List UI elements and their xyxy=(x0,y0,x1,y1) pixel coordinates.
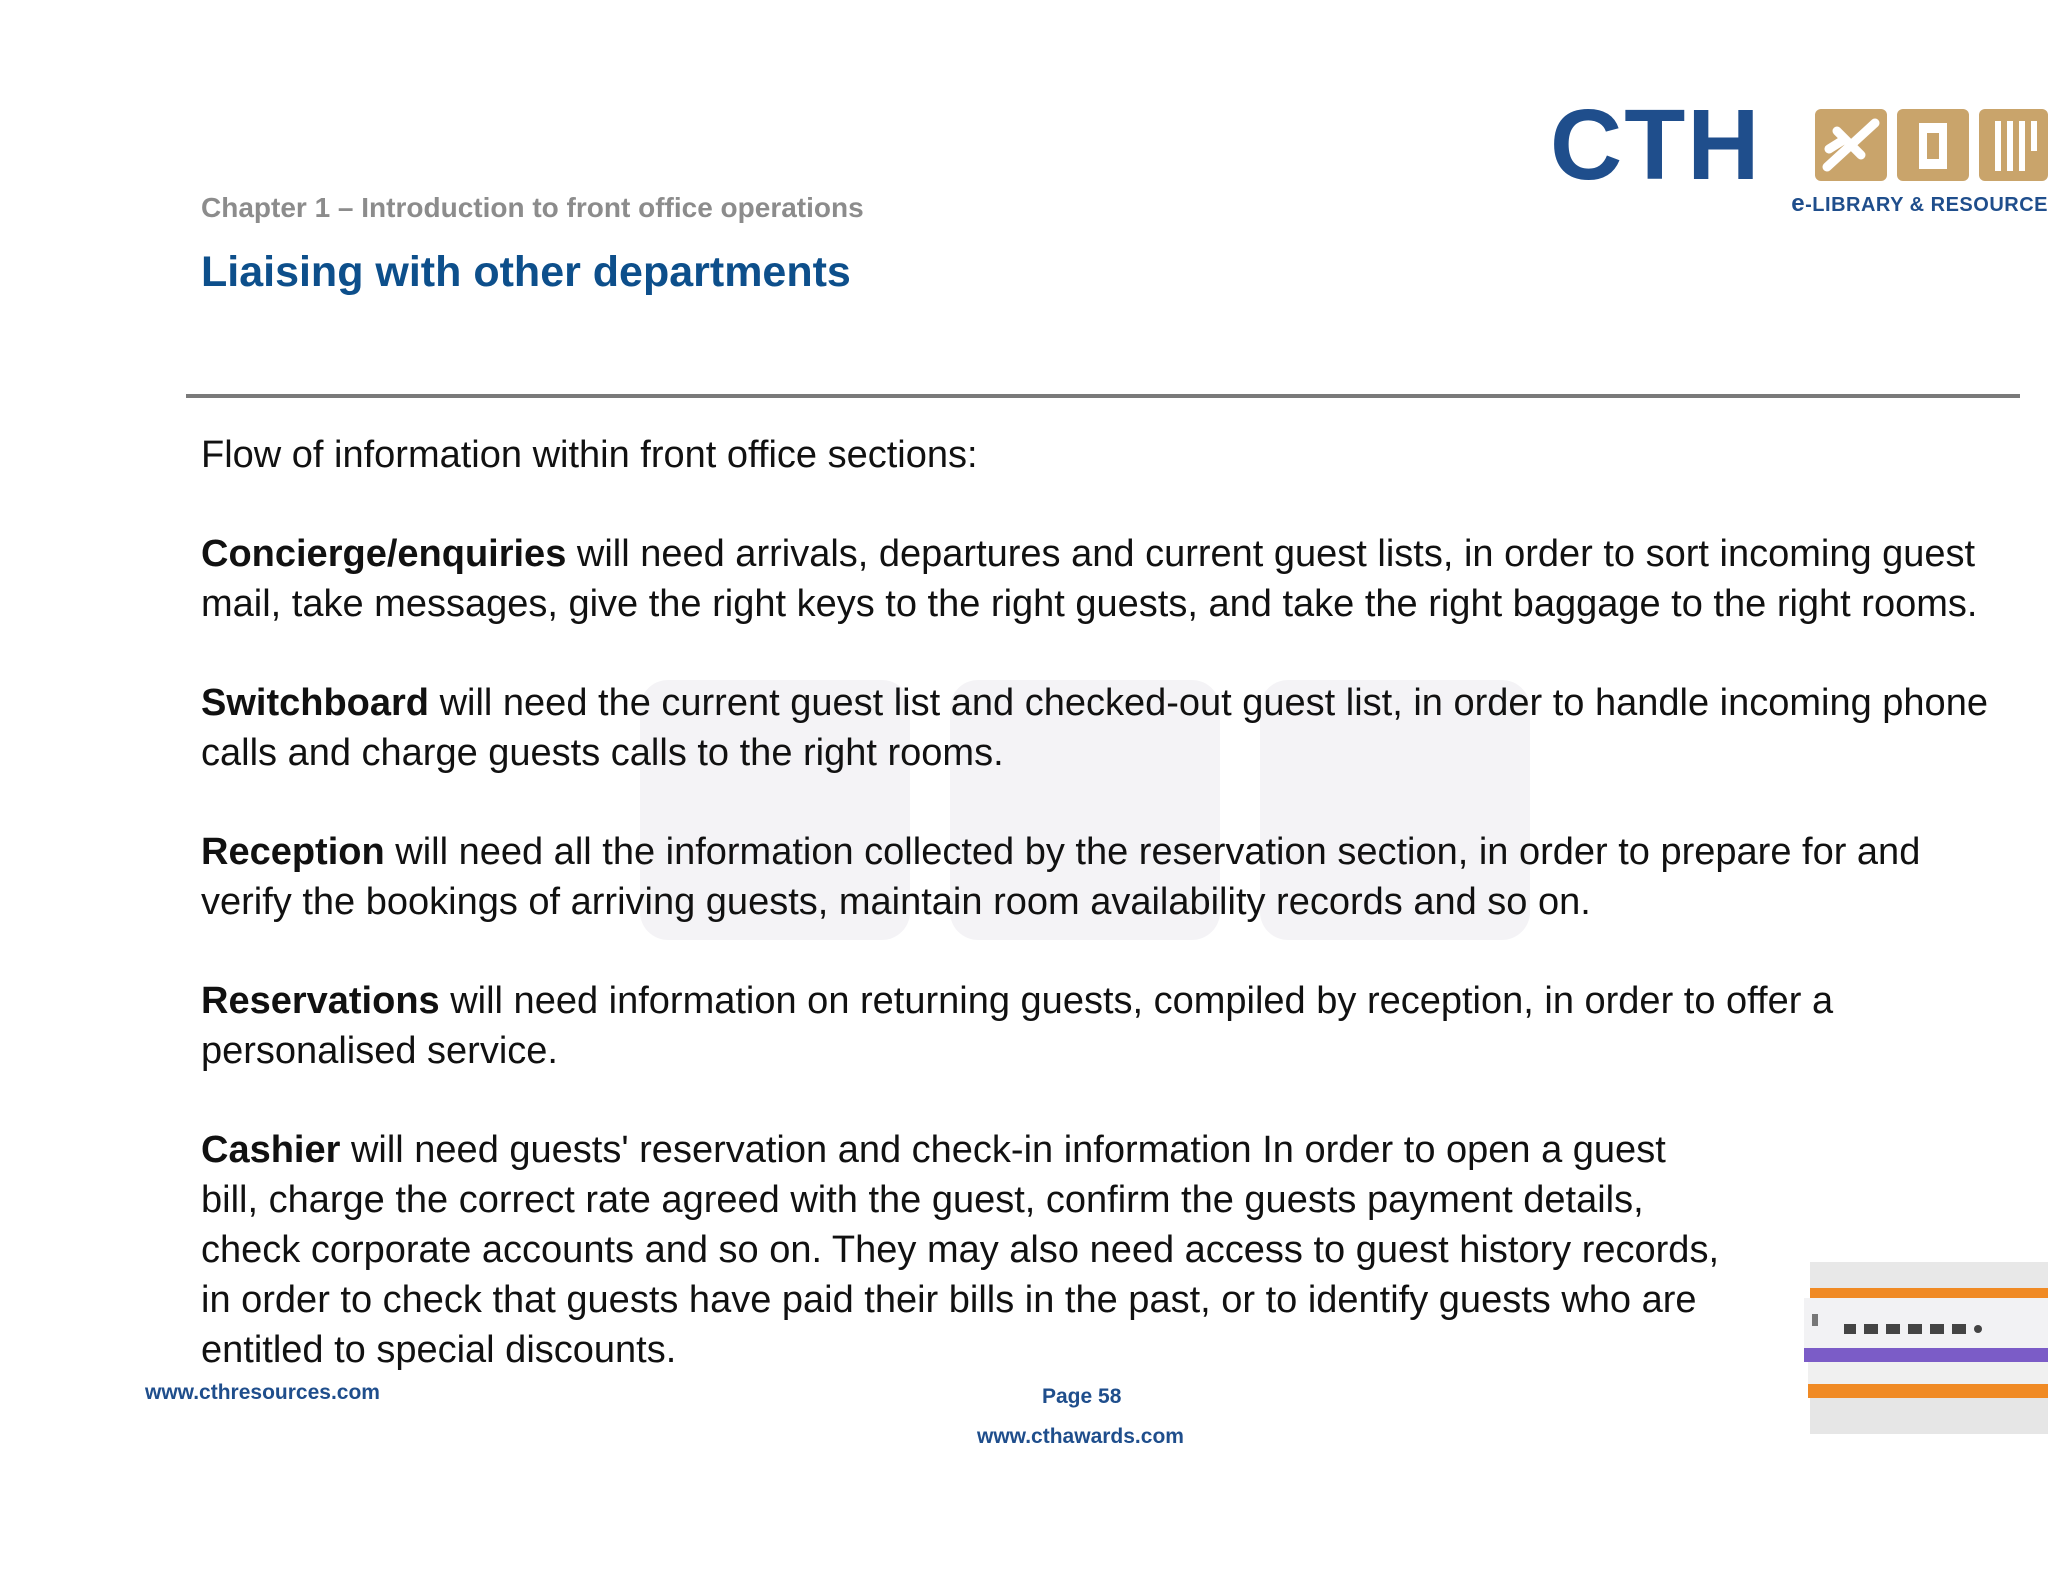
page-number: Page 58 xyxy=(1042,1385,1122,1408)
term-reservations: Reservations xyxy=(201,980,440,1022)
books-stack-icon xyxy=(1800,1262,2048,1434)
chapter-heading: Chapter 1 – Introduction to front office operations xyxy=(201,192,864,223)
paragraph-reception: Reception will need all the information collected by the reservation section, in order to prepare for and verify the bookings of arriving guests, maintain room availability records and so on. xyxy=(201,831,1921,923)
term-concierge: Concierge/enquiries xyxy=(201,533,567,575)
term-reception: Reception xyxy=(201,831,385,873)
term-cashier: Cashier xyxy=(201,1129,341,1171)
header-divider xyxy=(186,394,2020,398)
footer-resources-link[interactable]: www.cthresources.com xyxy=(145,1381,380,1404)
paragraph-concierge: Concierge/enquiries will need arrivals, departures and current guest lists, in order to sort incoming guest mail, take messages, give the right keys to the right guests, and take the right baggage to the right rooms. xyxy=(201,533,1978,625)
body-text xyxy=(201,430,2011,1424)
intro-paragraph: Flow of information within front office sections: xyxy=(201,434,978,476)
page-title: Liaising with other departments xyxy=(201,248,851,296)
paragraph-switchboard: Switchboard will need the current guest list and checked-out guest list, in order to handle incoming phone calls and charge guests calls to the right rooms. xyxy=(201,682,1988,774)
cth-logo xyxy=(1545,89,2048,225)
term-switchboard: Switchboard xyxy=(201,682,430,724)
logo-tiles-icon xyxy=(1815,109,2048,189)
logo-tagline: e-LIBRARY & RESOURCE xyxy=(1791,190,2048,217)
footer-awards-link[interactable]: www.cthawards.com xyxy=(977,1425,1184,1448)
paragraph-reservations: Reservations will need information on returning guests, compiled by reception, in order to offer a personalised service. xyxy=(201,980,1834,1072)
logo-wordmark: CTH xyxy=(1550,89,1762,201)
paragraph-cashier: Cashier will need guests' reservation and check-in information In order to open a guest bill, charge the correct rate agreed with the guest, confirm the guests payment details, check corporate accounts and so on. They may also need access to guest history records, in order to check that guests have paid their bills in the past, or to identify guests who are entitled to special discounts. xyxy=(201,1129,1719,1371)
